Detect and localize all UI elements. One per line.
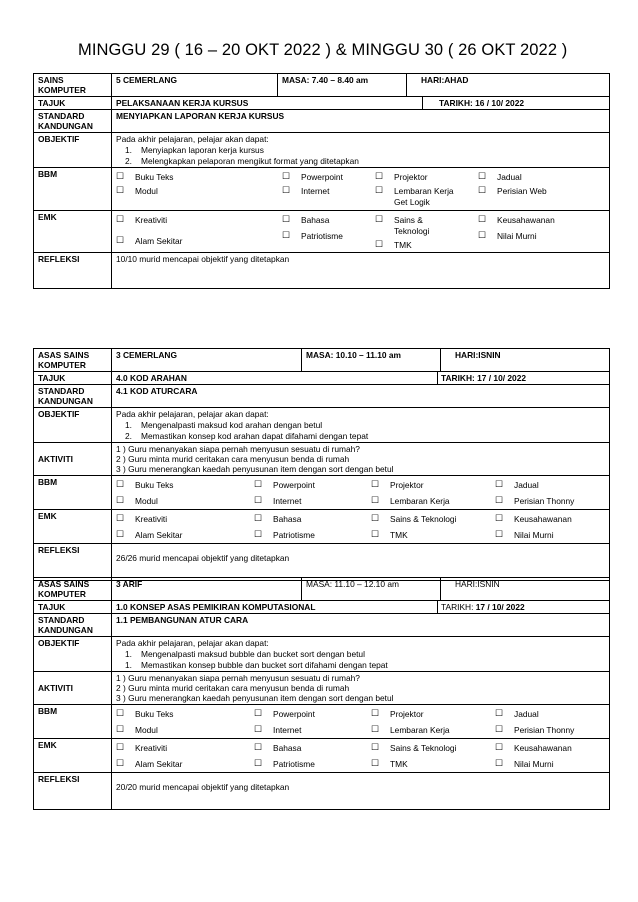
bbm-label: BBM xyxy=(34,167,112,211)
checkbox-icon[interactable]: ☐ xyxy=(254,529,263,540)
emk-label: EMK xyxy=(34,211,112,253)
checkbox-icon[interactable]: ☐ xyxy=(495,494,504,505)
checkbox-icon[interactable]: ☐ xyxy=(116,529,125,540)
objective-item: 2. Memastikan konsep kod arahan dapat difahami dengan tepat xyxy=(125,430,369,441)
bbm-item[interactable]: ☐ Projektor xyxy=(371,707,424,719)
refleksi-value: 10/10 murid mencapai objektif yang ditetapkan xyxy=(112,253,610,289)
checkbox-icon[interactable]: ☐ xyxy=(375,214,384,225)
class-cell: 3 CEMERLANG xyxy=(112,349,302,372)
aktiviti-item: 3 ) Guru menerangkan kaedah penyusunan item dengan sort dengan betul xyxy=(116,463,394,474)
checkbox-icon[interactable]: ☐ xyxy=(116,494,125,505)
standard-label: STANDARD KANDUNGAN xyxy=(34,385,112,408)
tajuk-value: PELAKSANAAN KERJA KURSUS xyxy=(112,97,423,109)
bbm-item[interactable]: ☐ Perisian Thonny xyxy=(495,723,575,735)
bbm-item[interactable]: ☐ Internet xyxy=(282,185,330,197)
lesson-plan-3 xyxy=(33,577,610,810)
checkbox-icon[interactable]: ☐ xyxy=(371,742,380,753)
emk-item[interactable]: ☐ TMK xyxy=(371,758,408,770)
objektif-row xyxy=(34,408,610,442)
header-row xyxy=(34,74,610,97)
emk-row xyxy=(34,739,610,773)
emk-item[interactable]: ☐ Kreativiti xyxy=(116,214,168,226)
day-cell: HARI:ISNIN xyxy=(441,578,610,601)
objective-item: 1. Mengenalpasti maksud kod arahan dengan betul xyxy=(125,420,323,431)
checkbox-icon[interactable]: ☐ xyxy=(116,723,125,734)
checkbox-icon[interactable]: ☐ xyxy=(495,529,504,540)
aktiviti-item: 1 ) Guru menanyakan siapa pernah menyusun sesuatu di rumah? xyxy=(116,672,360,683)
standard-value: 1.1 PEMBANGUNAN ATUR CARA xyxy=(112,614,610,637)
bbm-item[interactable]: ☐ Perisian Web xyxy=(478,185,547,197)
standard-value: MENYIAPKAN LAPORAN KERJA KURSUS xyxy=(112,110,610,133)
checkbox-icon[interactable]: ☐ xyxy=(371,758,380,769)
checkbox-icon[interactable]: ☐ xyxy=(282,170,291,181)
tajuk-label: TAJUK xyxy=(34,372,112,385)
bbm-item[interactable]: ☐ Buku Teks xyxy=(116,478,174,490)
emk-item[interactable]: ☐ Alam Sekitar xyxy=(116,234,183,246)
subject-cell: SAINS KOMPUTER xyxy=(34,74,112,97)
bbm-item[interactable]: ☐ Jadual xyxy=(495,478,539,490)
date-value: TARIKH: 16 / 10/ 2022 xyxy=(439,98,525,109)
emk-item[interactable]: ☐ Bahasa xyxy=(254,742,302,754)
emk-item[interactable]: ☐ Patriotisme xyxy=(254,529,315,541)
day-cell: HARI:AHAD xyxy=(407,74,610,97)
refleksi-row xyxy=(34,544,610,581)
bbm-item[interactable]: ☐ Powerpoint xyxy=(282,170,343,182)
tajuk-label: TAJUK xyxy=(34,97,112,110)
lesson-plan-2 xyxy=(33,348,610,581)
bbm-item[interactable]: ☐ Perisian Thonny xyxy=(495,494,575,506)
emk-item[interactable]: ☐ Kreativiti xyxy=(116,742,168,754)
checkbox-icon[interactable]: ☐ xyxy=(254,513,263,524)
bbm-label: BBM xyxy=(34,704,112,738)
date-value: TARIKH: 17 / 10/ 2022 xyxy=(441,602,525,613)
page-title: MINGGU 29 ( 16 – 20 OKT 2022 ) & MINGGU 30 ( 26 OKT 2022 ) xyxy=(78,41,568,59)
refleksi-value: 26/26 murid mencapai objektif yang ditetapkan xyxy=(116,553,290,564)
objektif-label: OBJEKTIF xyxy=(34,637,112,671)
emk-item[interactable]: ☐ Kreativiti xyxy=(116,513,168,525)
checkbox-icon[interactable]: ☐ xyxy=(371,707,380,718)
emk-item[interactable]: ☐ TMK xyxy=(371,529,408,541)
bbm-row xyxy=(34,704,610,738)
header-row xyxy=(34,349,610,372)
checkbox-icon[interactable]: ☐ xyxy=(495,758,504,769)
bbm-row xyxy=(34,167,610,211)
emk-item[interactable]: ☐ Bahasa xyxy=(282,214,330,226)
objective-item: 1. Memastikan konsep bubble dan bucket sort difahami dengan tepat xyxy=(125,659,388,670)
bbm-item[interactable]: ☐ Lembaran Kerja xyxy=(371,494,450,506)
bbm-item[interactable]: ☐ Buku Teks xyxy=(116,170,174,182)
checkbox-icon[interactable]: ☐ xyxy=(495,478,504,489)
refleksi-value: 20/20 murid mencapai objektif yang ditetapkan xyxy=(116,782,290,793)
time-cell: MASA: 7.40 – 8.40 am xyxy=(278,74,407,97)
objektif-row xyxy=(34,637,610,671)
objektif-label: OBJEKTIF xyxy=(34,133,112,167)
bbm-item[interactable]: ☐ Jadual xyxy=(478,170,522,182)
checkbox-icon[interactable]: ☐ xyxy=(371,529,380,540)
bbm-item[interactable]: ☐ Powerpoint xyxy=(254,707,315,719)
checkbox-icon[interactable]: ☐ xyxy=(495,513,504,524)
standard-row xyxy=(34,385,610,408)
aktiviti-label: AKTIVITI xyxy=(34,671,112,704)
checkbox-icon[interactable]: ☐ xyxy=(116,742,125,753)
emk-item[interactable]: ☐ Sains & Teknologi xyxy=(371,742,457,754)
tajuk-label: TAJUK xyxy=(34,601,112,614)
standard-label: STANDARD KANDUNGAN xyxy=(34,110,112,133)
checkbox-icon[interactable]: ☐ xyxy=(478,185,487,196)
checkbox-icon[interactable]: ☐ xyxy=(282,214,291,225)
tajuk-value: 1.0 KONSEP ASAS PEMIKIRAN KOMPUTASIONAL xyxy=(112,601,438,613)
checkbox-icon[interactable]: ☐ xyxy=(116,214,125,225)
emk-item[interactable]: ☐ Sains & Teknologi xyxy=(371,513,457,525)
subject-cell: ASAS SAINS KOMPUTER xyxy=(34,349,112,372)
checkbox-icon[interactable]: ☐ xyxy=(375,185,384,196)
emk-item[interactable]: ☐ Nilai Murni xyxy=(495,758,554,770)
class-cell: 3 ARIF xyxy=(112,578,302,601)
refleksi-label: REFLEKSI xyxy=(34,544,112,581)
objective-item: 1. Mengenalpasti maksud bubble dan bucket sort dengan betul xyxy=(125,649,365,660)
checkbox-icon[interactable]: ☐ xyxy=(116,707,125,718)
checkbox-icon[interactable]: ☐ xyxy=(371,723,380,734)
refleksi-row xyxy=(34,253,610,289)
checkbox-icon[interactable]: ☐ xyxy=(254,758,263,769)
checkbox-icon[interactable]: ☐ xyxy=(116,478,125,489)
bbm-item[interactable]: ☐ Projektor xyxy=(375,170,428,182)
time-cell: MASA: 10.10 – 11.10 am xyxy=(302,349,441,372)
objektif-intro: Pada akhir pelajaran, pelajar akan dapat: xyxy=(116,134,269,145)
subject-cell: ASAS SAINS KOMPUTER xyxy=(34,578,112,601)
aktiviti-item: 2 ) Guru minta murid ceritakan cara menyusun benda di rumah xyxy=(116,453,350,464)
refleksi-label: REFLEKSI xyxy=(34,253,112,289)
emk-item[interactable]: ☐ Bahasa xyxy=(254,513,302,525)
standard-label: STANDARD KANDUNGAN xyxy=(34,614,112,637)
checkbox-icon[interactable]: ☐ xyxy=(495,723,504,734)
emk-item[interactable]: ☐ Sains & Teknologi xyxy=(375,214,430,236)
objektif-label: OBJEKTIF xyxy=(34,408,112,442)
checkbox-icon[interactable]: ☐ xyxy=(116,513,125,524)
checkbox-icon[interactable]: ☐ xyxy=(495,742,504,753)
bbm-item[interactable]: ☐ Projektor xyxy=(371,478,424,490)
emk-item[interactable]: ☐ Nilai Murni xyxy=(478,230,537,242)
emk-item[interactable]: ☐ Keusahawanan xyxy=(495,513,572,525)
day-cell: HARI:ISNIN xyxy=(441,349,610,372)
refleksi-label: REFLEKSI xyxy=(34,773,112,810)
bbm-item[interactable]: ☐ Modul xyxy=(116,185,158,197)
standard-value: 4.1 KOD ATURCARA xyxy=(112,385,610,408)
bbm-label: BBM xyxy=(34,475,112,509)
bbm-item[interactable]: ☐ Jadual xyxy=(495,707,539,719)
class-cell: 5 CEMERLANG xyxy=(112,74,278,97)
aktiviti-item: 1 ) Guru menanyakan siapa pernah menyusun sesuatu di rumah? xyxy=(116,443,360,454)
emk-label: EMK xyxy=(34,739,112,773)
checkbox-icon[interactable]: ☐ xyxy=(116,185,125,196)
date-value: TARIKH: 17 / 10/ 2022 xyxy=(441,373,527,384)
emk-item[interactable]: ☐ Alam Sekitar xyxy=(116,758,183,770)
checkbox-icon[interactable]: ☐ xyxy=(371,478,380,489)
checkbox-icon[interactable]: ☐ xyxy=(116,234,125,245)
tajuk-row xyxy=(34,372,610,385)
objective-item: 2. Melengkapkan pelaporan mengikut format yang ditetapkan xyxy=(125,155,359,166)
tajuk-row xyxy=(34,97,610,110)
objektif-intro: Pada akhir pelajaran, pelajar akan dapat: xyxy=(116,638,269,649)
bbm-item[interactable]: ☐ Lembaran Kerja Get Logik xyxy=(375,185,454,207)
emk-item[interactable]: ☐ TMK xyxy=(375,239,412,251)
emk-item[interactable]: ☐ Keusahawanan xyxy=(495,742,572,754)
objektif-row xyxy=(34,133,610,167)
emk-row xyxy=(34,510,610,544)
checkbox-icon[interactable]: ☐ xyxy=(254,494,263,505)
aktiviti-label: AKTIVITI xyxy=(34,442,112,475)
checkbox-icon[interactable]: ☐ xyxy=(254,478,263,489)
bbm-item[interactable]: ☐ Modul xyxy=(116,494,158,506)
aktiviti-item: 2 ) Guru minta murid ceritakan cara menyusun benda di rumah xyxy=(116,682,350,693)
objective-item: 1. Menyiapkan laporan kerja kursus xyxy=(125,145,264,156)
bbm-item[interactable]: ☐ Lembaran Kerja xyxy=(371,723,450,735)
lesson-plan-1 xyxy=(33,73,610,289)
checkbox-icon[interactable]: ☐ xyxy=(254,742,263,753)
bbm-item[interactable]: ☐ Modul xyxy=(116,723,158,735)
emk-item[interactable]: ☐ Patriotisme xyxy=(282,230,343,242)
time-cell: MASA: 11.10 – 12.10 am xyxy=(302,578,441,601)
checkbox-icon[interactable]: ☐ xyxy=(282,230,291,241)
bbm-row xyxy=(34,475,610,509)
checkbox-icon[interactable]: ☐ xyxy=(371,513,380,524)
aktiviti-row xyxy=(34,442,610,475)
checkbox-icon[interactable]: ☐ xyxy=(116,170,125,181)
checkbox-icon[interactable]: ☐ xyxy=(116,758,125,769)
emk-label: EMK xyxy=(34,510,112,544)
emk-item[interactable]: ☐ Patriotisme xyxy=(254,758,315,770)
checkbox-icon[interactable]: ☐ xyxy=(375,239,384,250)
checkbox-icon[interactable]: ☐ xyxy=(478,170,487,181)
bbm-item[interactable]: ☐ Powerpoint xyxy=(254,478,315,490)
emk-row xyxy=(34,211,610,253)
checkbox-icon[interactable]: ☐ xyxy=(375,170,384,181)
emk-item[interactable]: ☐ Nilai Murni xyxy=(495,529,554,541)
checkbox-icon[interactable]: ☐ xyxy=(478,230,487,241)
objektif-intro: Pada akhir pelajaran, pelajar akan dapat: xyxy=(116,409,269,420)
bbm-item[interactable]: ☐ Buku Teks xyxy=(116,707,174,719)
bbm-item[interactable]: ☐ Internet xyxy=(254,723,302,735)
aktiviti-item: 3 ) Guru menerangkan kaedah penyusunan item dengan sort dengan betul xyxy=(116,692,394,703)
tajuk-value: 4.0 KOD ARAHAN xyxy=(112,372,438,384)
checkbox-icon[interactable]: ☐ xyxy=(254,723,263,734)
checkbox-icon[interactable]: ☐ xyxy=(254,707,263,718)
standard-row xyxy=(34,614,610,637)
checkbox-icon[interactable]: ☐ xyxy=(495,707,504,718)
emk-item[interactable]: ☐ Keusahawanan xyxy=(478,214,555,226)
checkbox-icon[interactable]: ☐ xyxy=(371,494,380,505)
checkbox-icon[interactable]: ☐ xyxy=(282,185,291,196)
aktiviti-row xyxy=(34,671,610,704)
refleksi-row xyxy=(34,773,610,810)
checkbox-icon[interactable]: ☐ xyxy=(478,214,487,225)
tajuk-row xyxy=(34,601,610,614)
emk-item[interactable]: ☐ Alam Sekitar xyxy=(116,529,183,541)
standard-row xyxy=(34,110,610,133)
header-row xyxy=(34,578,610,601)
bbm-item[interactable]: ☐ Internet xyxy=(254,494,302,506)
